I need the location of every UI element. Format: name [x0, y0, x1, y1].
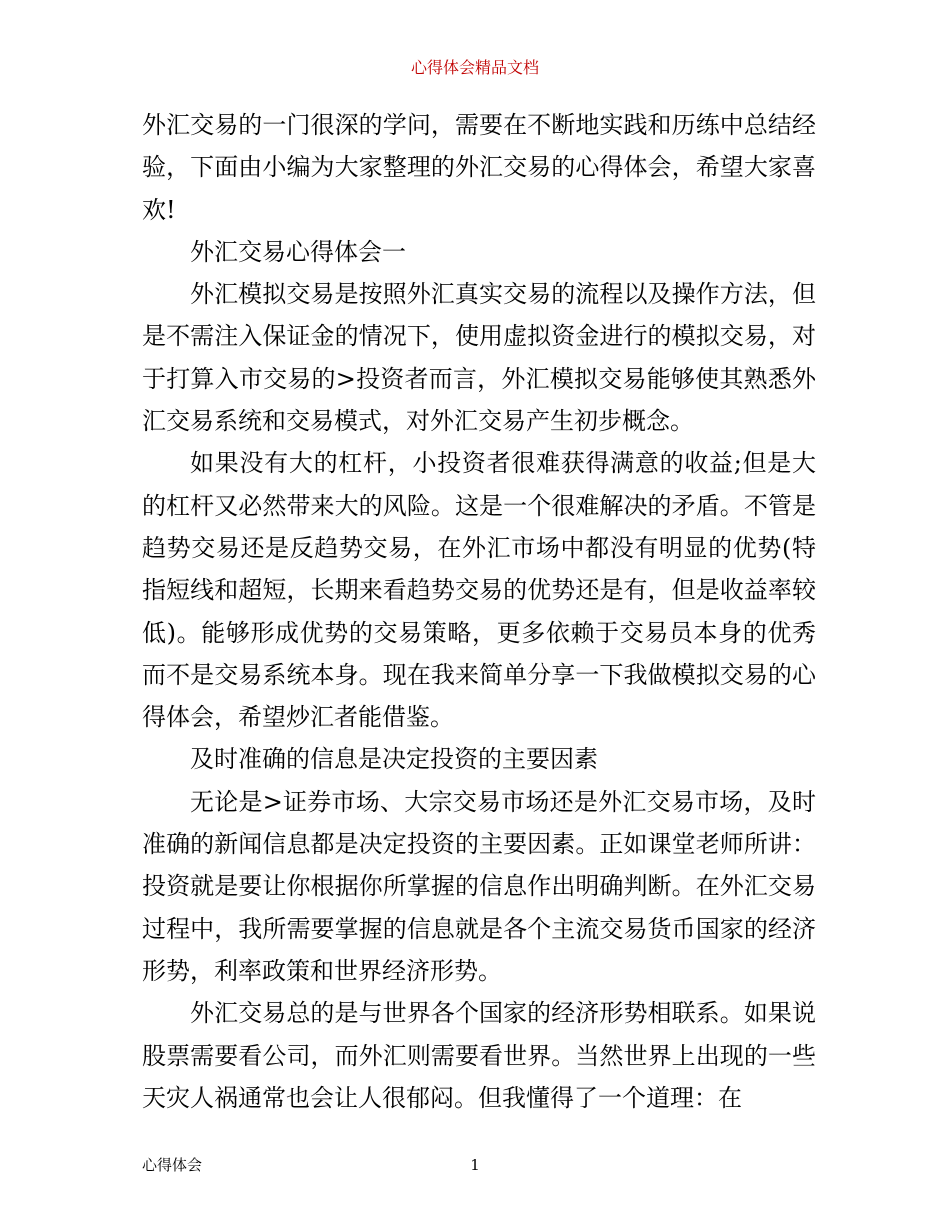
- intro-paragraph: 外汇交易的一门很深的学问，需要在不断地实践和历练中总结经验，下面由小编为大家整理的外汇交易的心得体会，希望大家喜欢!: [142, 111, 816, 224]
- section-heading: 外汇交易心得体会一: [190, 237, 406, 266]
- page-footer-label: 心得体会: [142, 1156, 203, 1174]
- page-header-title: 心得体会精品文档: [410, 58, 539, 77]
- body-paragraph: 外汇模拟交易是按照外汇真实交易的流程以及操作方法，但是不需注入保证金的情况下，使用虚拟资金进行的模拟交易，对于打算入市交易的>投资者而言，外汇模拟交易能够使其熟悉外汇交易系统和交易模式，对外汇交易产生初步概念。: [142, 280, 816, 436]
- body-paragraph: 无论是>证券市场、大宗交易市场还是外汇交易市场，及时准确的新闻信息都是决定投资的主要因素。正如课堂老师所讲：投资就是要让你根据你所掌握的信息作出明确判断。在外汇交易过程中，我所需要掌握的信息就是各个主流交易货币国家的经济形势，利率政策和世界经济形势。: [142, 787, 816, 985]
- page-number: 1: [470, 1156, 480, 1174]
- body-paragraph: 外汇交易总的是与世界各个国家的经济形势相联系。如果说股票需要看公司，而外汇则需要看世界。当然世界上出现的一些天灾人祸通常也会让人很郁闷。但我懂得了一个道理：在: [142, 999, 816, 1112]
- subsection-heading: 及时准确的信息是决定投资的主要因素: [190, 745, 598, 774]
- document-body: [142, 104, 816, 1119]
- body-paragraph: 如果没有大的杠杆，小投资者很难获得满意的收益;但是大的杠杆又必然带来大的风险。这是一个很难解决的矛盾。不管是趋势交易还是反趋势交易，在外汇市场中都没有明显的优势(特指短线和超短，长期来看趋势交易的优势还是有，但是收益率较低)。能够形成优势的交易策略，更多依赖于交易员本身的优秀而不是交易系统本身。现在我来简单分享一下我做模拟交易的心得体会，希望炒汇者能借鉴。: [142, 449, 816, 732]
